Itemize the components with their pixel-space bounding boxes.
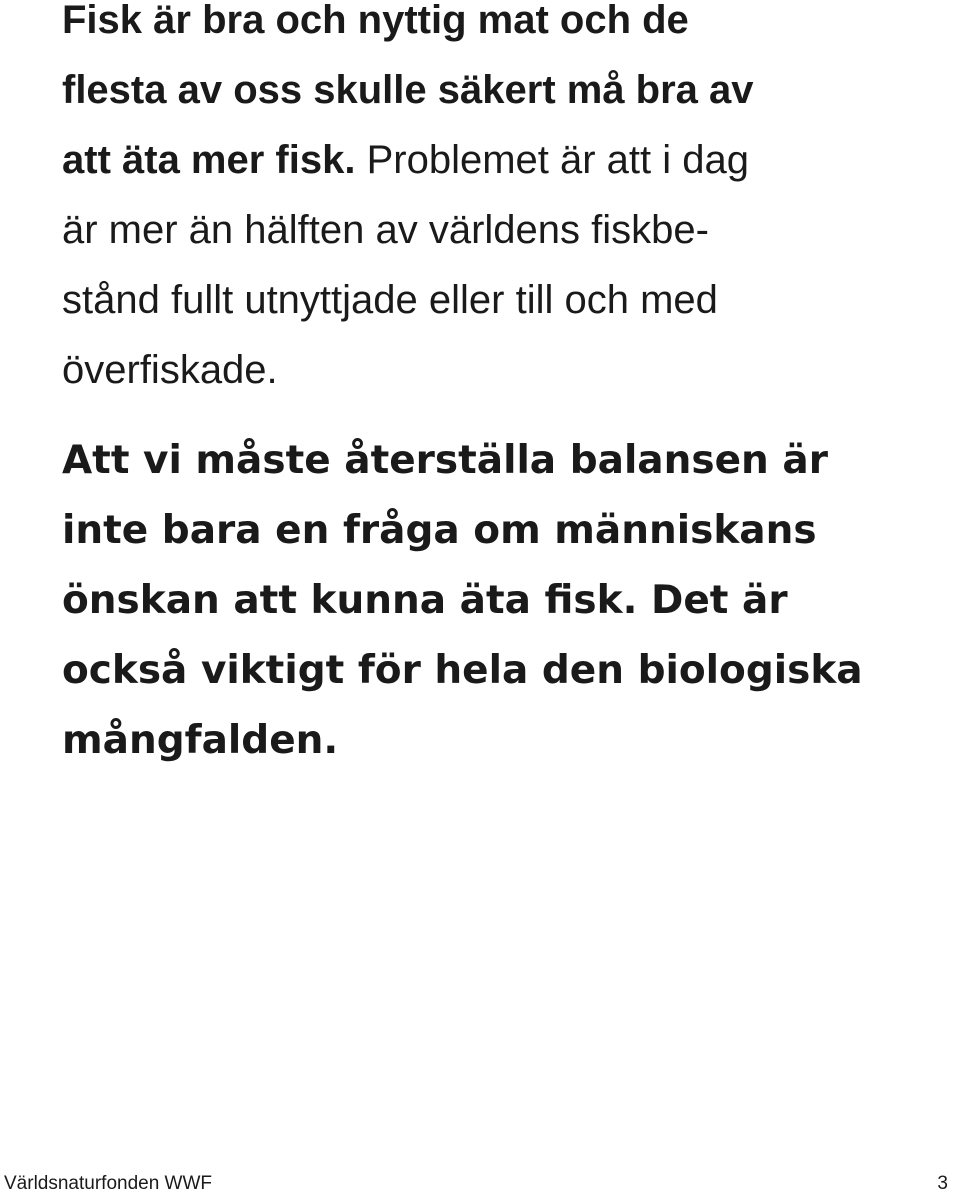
second-paragraph bbox=[62, 426, 863, 776]
text-line: stånd fullt utnyttjade eller till och med bbox=[62, 278, 718, 322]
text-line: flesta av oss skulle säkert må bra av bbox=[62, 68, 754, 112]
page-number: 3 bbox=[937, 1173, 948, 1194]
text-line: Fisk är bra och nyttig mat och de bbox=[62, 0, 689, 42]
text-regular-segment: Problemet är att i dag bbox=[366, 138, 749, 182]
text-line: mångfalden. bbox=[62, 718, 339, 763]
text-bold-segment: att äta mer fisk. bbox=[62, 138, 367, 182]
intro-paragraph bbox=[62, 0, 754, 405]
text-line: överfiskade. bbox=[62, 348, 278, 392]
footer-publisher: Världsnaturfonden WWF bbox=[4, 1173, 213, 1194]
text-line: är mer än hälften av världens fiskbe- bbox=[62, 208, 709, 252]
page-footer bbox=[4, 1172, 948, 1196]
text-line bbox=[62, 125, 754, 195]
text-line: inte bara en fråga om människans bbox=[62, 508, 817, 553]
text-line: också viktigt för hela den biologiska bbox=[62, 648, 863, 693]
text-line: önskan att kunna äta fisk. Det är bbox=[62, 578, 788, 623]
text-line: Att vi måste återställa balansen är bbox=[62, 438, 828, 483]
